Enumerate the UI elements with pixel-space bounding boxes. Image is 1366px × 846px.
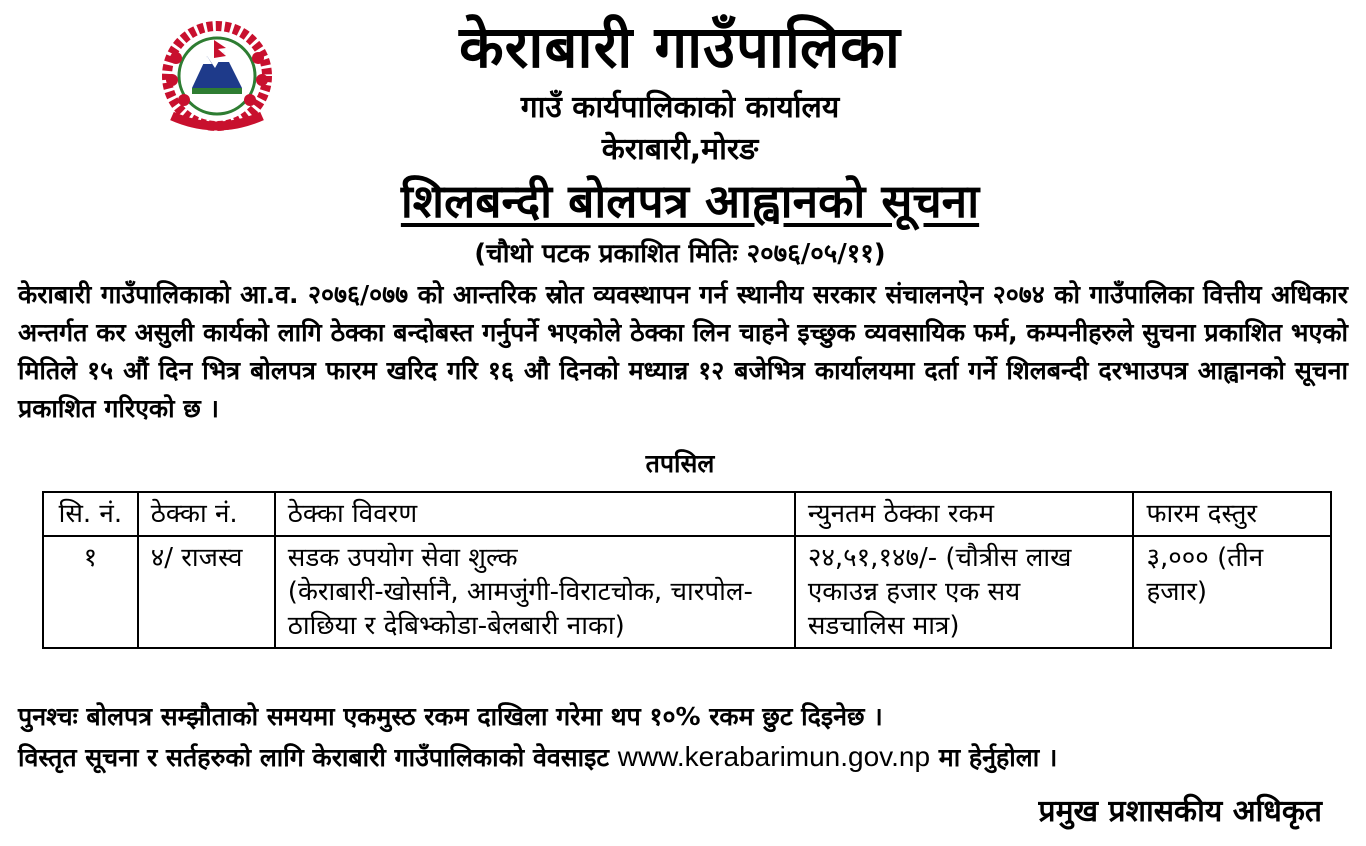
- website-note-prefix: विस्तृत सूचना र सर्तहरुको लागि केराबारी गाउँपालिकाको वेवसाइट: [18, 743, 610, 772]
- header-min-amount: न्युनतम ठेक्का रकम: [795, 492, 1134, 536]
- header-sn: सि. नं.: [43, 492, 138, 536]
- table-header-row: [43, 492, 1331, 536]
- description-title: सडक उपयोग सेवा शुल्क: [287, 543, 518, 573]
- header-contract-no: ठेक्का नं.: [138, 492, 275, 536]
- postscript-note: पुनश्चः बोलपत्र सम्झौताको समयमा एकमुस्ठ रकम दाखिला गरेमा थप १०% रकम छुट दिइनेछ ।: [18, 702, 883, 731]
- header-form-fee: फारम दस्तुर: [1133, 492, 1331, 536]
- cell-description: [275, 536, 795, 648]
- publication-date: (चौथो पटक प्रकाशित मितिः २०७६/०५/११): [474, 239, 886, 269]
- signatory-title: प्रमुख प्रशासकीय अधिकृत: [1038, 794, 1322, 829]
- website-link[interactable]: www.kerabarimun.gov.np: [617, 741, 931, 772]
- notice-heading: शिलबन्दी बोलपत्र आह्वानको सूचना: [400, 174, 980, 228]
- tender-table: [42, 491, 1332, 649]
- cell-sn: १: [43, 536, 138, 648]
- description-detail: (केराबारी-खोर्सानै, आमजुंगी-विराटचोक, चारपोल-ठाछिया र देबिभ्कोडा-बेलबारी नाका): [287, 577, 753, 641]
- notice-body: केराबारी गाउँपालिकाको आ.व. २०७६/०७७ को आन्तरिक स्रोत व्यवस्थापन गर्न स्थानीय सरकार संचालनऐन २०७४ को गाउँपालिका वित्तीय अधिकार अन्तर्गत कर असुली कार्यको लागि ठेक्का बन्दोबस्त गर्नुपर्ने भएकोले ठेक्का लिन चाहने इच्छुक व्यवसायिक फर्म, कम्पनीहरुले सुचना प्रकाशित भएको मितिले १५ औं दिन भित्र बोलपत्र फारम खरिद गरि १६ औ दिनको मध्यान्न १२ बजेभित्र कार्यालयमा दर्ता गर्ने शिलबन्दी दरभाउपत्र आह्वानको सूचना प्रकाशित गरिएको छ ।: [18, 280, 1348, 423]
- table-row: [43, 536, 1331, 648]
- municipality-title: केराबारी गाउँपालिका: [459, 13, 901, 81]
- website-note: [18, 740, 1358, 775]
- cell-form-fee: ३,००० (तीन हजार): [1133, 536, 1331, 648]
- schedule-label: तपसिल: [645, 449, 715, 478]
- cell-contract-no: ४/ राजस्व: [138, 536, 275, 648]
- office-location: केराबारी,मोरङ: [601, 132, 759, 167]
- nepal-government-emblem: [152, 18, 282, 133]
- website-note-suffix: मा हेर्नुहोला ।: [938, 743, 1058, 772]
- cell-min-amount: २४,५१,१४७/- (चौत्रीस लाख एकाउन्न हजार एक सय सडचालिस मात्र): [795, 536, 1134, 648]
- office-name: गाउँ कार्यपालिकाको कार्यालय: [520, 90, 840, 125]
- header-description: ठेक्का विवरण: [275, 492, 795, 536]
